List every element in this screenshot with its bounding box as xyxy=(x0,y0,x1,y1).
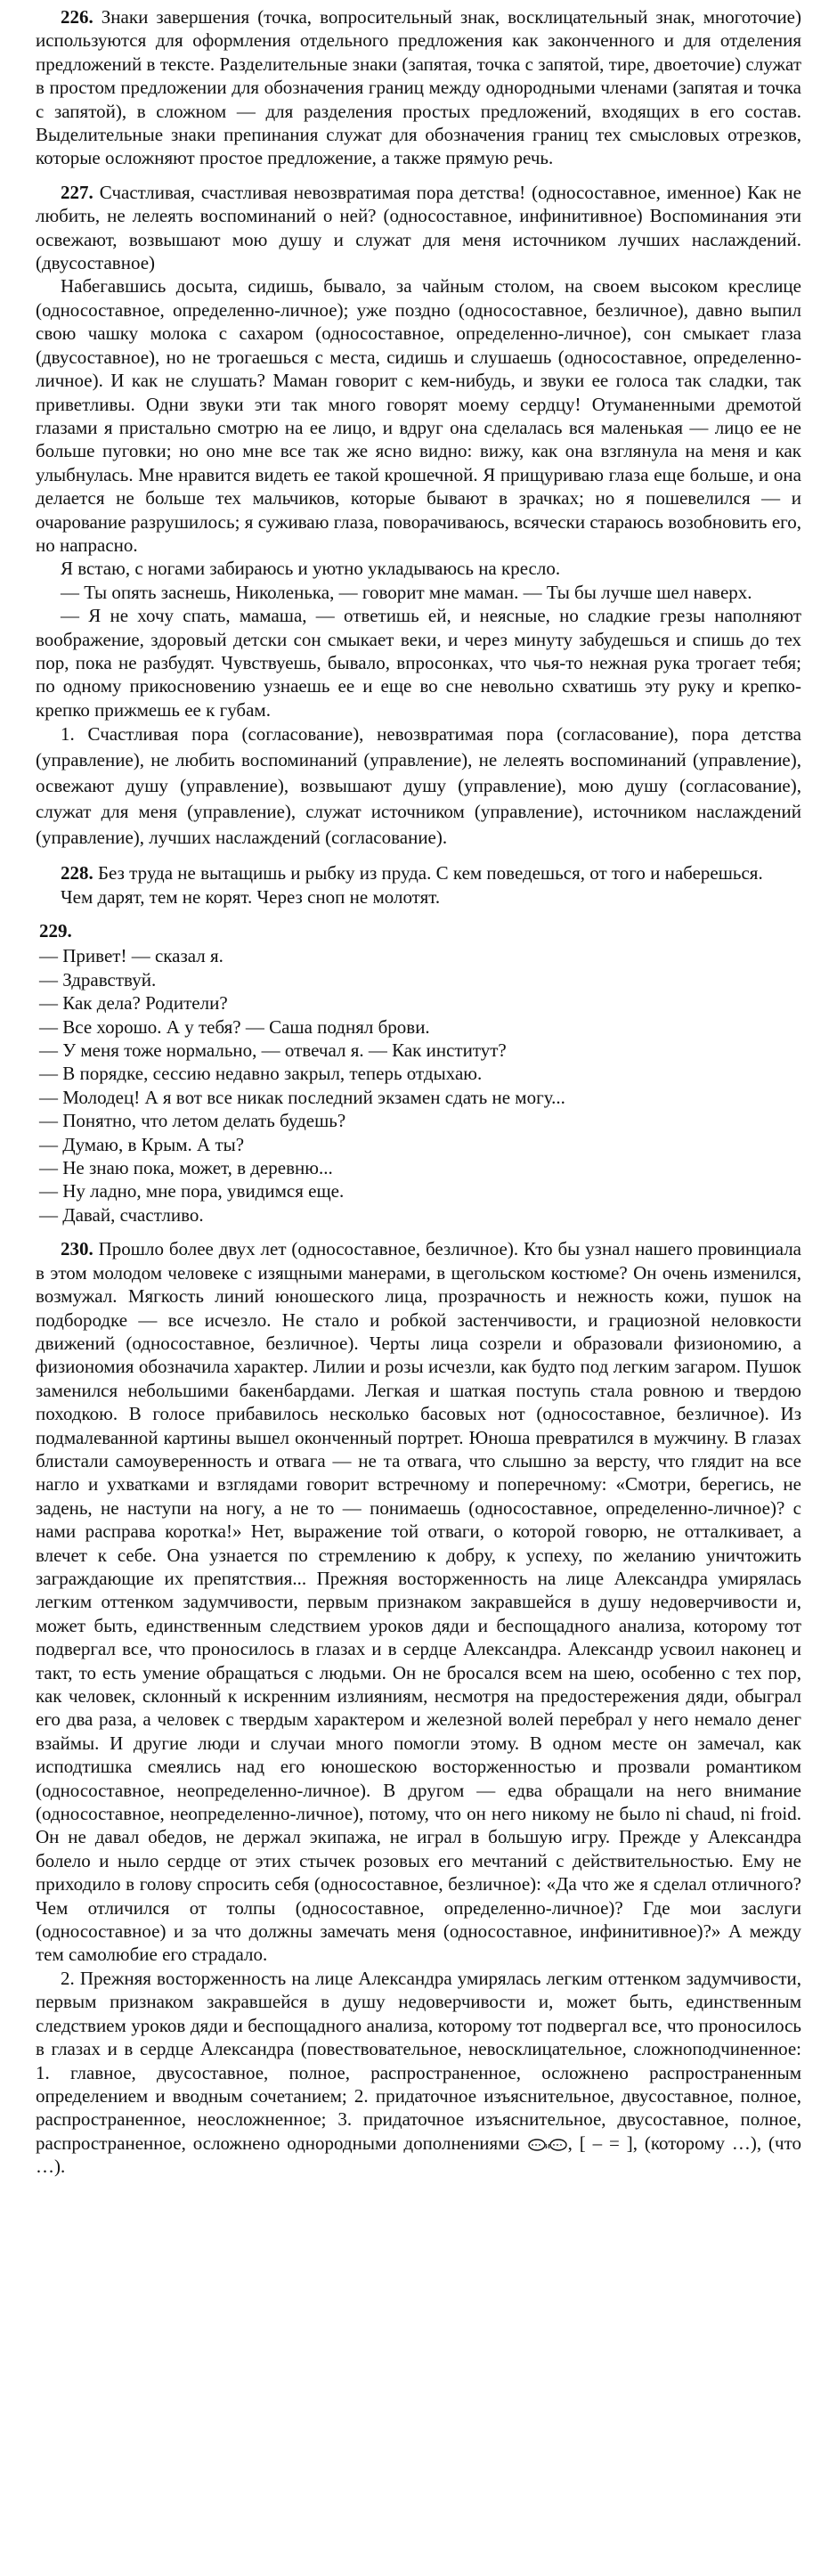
sentence-scheme-icon xyxy=(527,2138,568,2152)
dialogue xyxy=(36,944,801,1227)
exercise-229 xyxy=(36,919,801,1227)
exercise-number: 226. xyxy=(61,6,93,28)
analysis-scheme-text: [ – = ], (которому …), (что …). xyxy=(36,2132,802,2178)
exercise-number: 229. xyxy=(39,920,72,942)
paragraph-text: Без труда не вытащишь и рыбку из пруда. С кем поведешься, от того и наберешься. xyxy=(98,862,763,884)
exercise-number: 228. xyxy=(61,862,93,884)
dialogue-line: — Понятно, что летом делать будешь? xyxy=(39,1110,346,1132)
dialogue-line: — Привет! — сказал я. xyxy=(39,945,223,967)
dialogue-line: — Здравствуй. xyxy=(39,968,157,990)
dialogue-line: — У меня тоже нормально, — отвечал я. — Как институт? xyxy=(39,1039,507,1062)
dialogue-line: — Как дела? Родители? xyxy=(39,992,228,1015)
exercise-number: 227. xyxy=(61,181,93,203)
dialogue-line: — Молодец! А я вот все никак последний экзамен сдать не могу... xyxy=(39,1086,565,1108)
exercise-227 xyxy=(36,181,801,851)
dialogue-line: — Ну ладно, мне пора, увидимся еще. xyxy=(39,1180,345,1202)
textbook-page xyxy=(36,0,801,2179)
svg-text:и: и xyxy=(544,2140,550,2151)
paragraph: Набегавшись досыта, сидишь, бывало, за чайным столом, на своем высоком креслице (односоставное, определенно-личное); уже поздно (односоставное, безличное), давно выпил свою чашку молока с сахаром (односоставное, определенно-личное), сон смыкает глаза (двусоставное), но не трогаешься с места, сидишь и слушаешь (односоставное, определенно-личное). И как не слушать? Маман говорит с кем-нибудь, и звуки ее голоса так сладки, так приветливы. Одни звуки эти так много говорят моему сердцу! Отуманенными дремотой глазами я пристально смотрю на ее лицо, и вдруг она сделалась вся маленькая — лицо ее не больше пуговки; но оно мне все так же ясно видно: вижу, как она взглянула на меня и как улыбнулась. Мне нравится видеть ее такой крошечной. Я прищуриваю глаза еще больше, и она делается не больше тех мальчиков, которые бывают в зрачках; но я пошевелился — и очарование разрушилось; я суживаю глаза, поворачиваюсь, всячески стараюсь возобновить его, но напрасно. xyxy=(36,275,801,556)
paragraph: — Ты опять заснешь, Николенька, — говорит мне маман. — Ты бы лучше шел наверх. xyxy=(61,581,752,603)
dialogue-line: — Давай, счастливо. xyxy=(39,1203,204,1226)
paragraph-text: Знаки завершения (точка, вопросительный знак, восклицательный знак, многоточие) используются для оформления отдельного предложения как законченного и для отделения предложений в тексте. Разделительные знаки (запятая, точка с запятой, тире, двоеточие) служат в простом предложении для обозначения границ между однородными членами (запятая и точка с запятой), в сложном — для разделения простых предложений, входящих в его состав. Выделительные знаки препинания служат для обозначения границ тех смысловых отрезков, которые осложняют простое предложение, а также прямую речь. xyxy=(36,6,801,169)
exercise-228 xyxy=(36,861,801,909)
paragraph: Чем дарят, тем не корят. Через сноп не молотят. xyxy=(61,885,441,908)
dialogue-line: — Думаю, в Крым. А ты? xyxy=(39,1133,245,1155)
paragraph: Я встаю, с ногами забираюсь и уютно укладываюсь на кресло. xyxy=(61,558,561,580)
paragraph-text: Счастливая, счастливая невозвратимая пора детства! (односоставное, именное) Как не любить, не лелеять воспоминаний о ней? (односоставное, инфинитивное) Воспоминания эти освежают, возвышают мою душу и служат для меня источником лучших наслаждений. (двусоставное) xyxy=(36,181,801,274)
paragraph-text: Прошло более двух лет (односоставное, безличное). Кто бы узнал нашего провинциала в этом молодом человеке с изящными манерами, в щегольском костюме? Он очень изменился, возмужал. Мягкость линий юношеского лица, прозрачность и нежность кожи, пушок на подбородке — все исчезло. Не стало и робкой застенчивости, и грациозной неловкости движений (односоставное, безличное). Черты лица созрели и образовали физиономию, а физиономия обозначила характер. Лилии и розы исчезли, как будто под легким загаром. Пушок заменился небольшими бакенбардами. Легкая и шаткая поступь стала ровною и твердою походкою. В голосе прибавилось несколько басовых нот (односоставное, безличное). Из подмалеванной картины вышел оконченный портрет. Юноша превратился в мужчину. В глазах блистали самоуверенность и отвага — не та отвага, что слышно за версту, что глядит на все нагло и ухватками и взглядами говорит встречному и поперечному: «Смотри, берегись, не задень, не наступи на ногу, а не то — понимаешь (односоставное, определенно-личное)? с нами расправа коротка!» Нет, выражение той отваги, о которой говорю, не отталкивает, а влечет к себе. Она узнается по стремлению к добру, к успеху, по желанию уничтожить заграждающие их препятствия... Прежняя восторженность на лице Александра умирялась легким оттенком задумчивости, первым признаком закравшейся в душу недоверчивости и, может быть, единственным следствием уроков дяди и беспощадного анализа, которому тот подвергал все, что проносилось в глазах и в сердце Александра. Александр усвоил наконец и такт, то есть умение обращаться с людьми. Он не бросался всем на шею, особенно с тех пор, как человек, склонный к искренним излияниям, несмотря на предостережения дяди, обыграл его два раза, а человек с твердым характером и железной волей перебрал у него немало денег взаймы. И другие люди и случаи много помогли этому. В одном месте он замечал, как исподтишка смеялись над его юношескою восторженностью и прозвали романтиком (односоставное, неопределенно-личное). В другом — едва обращали на него внимание (односоставное, неопределенно-личное), потому, что он него никому не было ni chaud, ni froid. Он не давал обедов, не держал экипажа, не играл в большую игру. Прежде у Александра болело и ныло сердце от этих стычек розовых его мечтаний с действительностью. Ему не приходило в голову спросить себя (односоставное, безличное): «Да что же я сделал отличного? Чем отличился от толпы (односоставное, определенно-личное)? Где мои заслуги (односоставное) и за что должны замечать меня (односоставное, инфинитивное)?» А между тем самолюбие его страдало. xyxy=(36,1238,802,1966)
exercise-226-text xyxy=(36,5,801,170)
exercise-226 xyxy=(36,5,801,170)
exercise-number: 230. xyxy=(61,1238,93,1260)
phrase-analysis: 1. Счастливая пора (согласование), невозвратимая пора (согласование), пора детства (управление), не любить воспоминаний (управление), не лелеять воспоминаний (управление), освежают душу (управление), возвышают душу (управление), мою душу (согласование), служат для меня (управление), служат источником (управление), источником наслаждений (управление), лучших наслаждений (согласование). xyxy=(36,723,801,849)
exercise-230-text xyxy=(36,1237,801,1967)
sentence-analysis: 2. Прежняя восторженность на лице Александра умирялась легким оттенком задумчивости, первым признаком закравшейся в душу недоверчивости и, может быть, единственным следствием уроков дяди и беспощадного анализа, которому тот подвергал все, что проносилось в глазах и в сердце Александра (повествовательное, невосклицательное, сложноподчиненное: 1. главное, двусоставное, полное, распространенное, осложнено распространенным определением и вводным сочетанием; 2. придаточное изъяснительное, двусоставное, полное, распространенное, неосложненное; 3. придаточное изъяснительное, двусоставное, полное, распространенное, осложнено однородными дополнениями и , [ – = ], (которому …), (что …). xyxy=(36,1967,802,2178)
paragraph: — Я не хочу спать, мамаша, — ответишь ей, и неясные, но сладкие грезы наполняют воображение, здоровый детски сон смыкает веки, и через минуту забудешься и спишь до тех пор, пока не разбудят. Чувствуешь, бывало, впросонках, что чья-то нежная рука трогает тебя; по одному прикосновению узнаешь ее и еще во сне невольно схватишь эту руку и крепко-крепко прижмешь ее к губам. xyxy=(36,605,801,721)
dialogue-line: — Все хорошо. А у тебя? — Саша поднял брови. xyxy=(39,1015,430,1038)
exercise-227-intro xyxy=(36,181,801,275)
exercise-228-text xyxy=(36,861,801,884)
dialogue-line: — В порядке, сессию недавно закрыл, теперь отдыхаю. xyxy=(39,1063,483,1085)
dialogue-line: — Не знаю пока, может, в деревню... xyxy=(39,1157,333,1179)
exercise-230 xyxy=(36,1237,801,2178)
analysis-text: 2. Прежняя восторженность на лице Александра умирялась легким оттенком задумчивости, первым признаком закравшейся в душу недоверчивости и, может быть, единственным следствием уроков дяди и беспощадного анализа, которому тот подвергал все, что проносилось в глазах и в сердце Александра (повествовательное, невосклицательное, сложноподчиненное: 1. главное, двусоставное, полное, распространенное, осложнено распространенным определением и вводным сочетанием; 2. придаточное изъяснительное, двусоставное, полное, распространенное, неосложненное; 3. придаточное изъяснительное, двусоставное, полное, распространенное, осложнено однородными дополнениями xyxy=(36,1967,801,2154)
